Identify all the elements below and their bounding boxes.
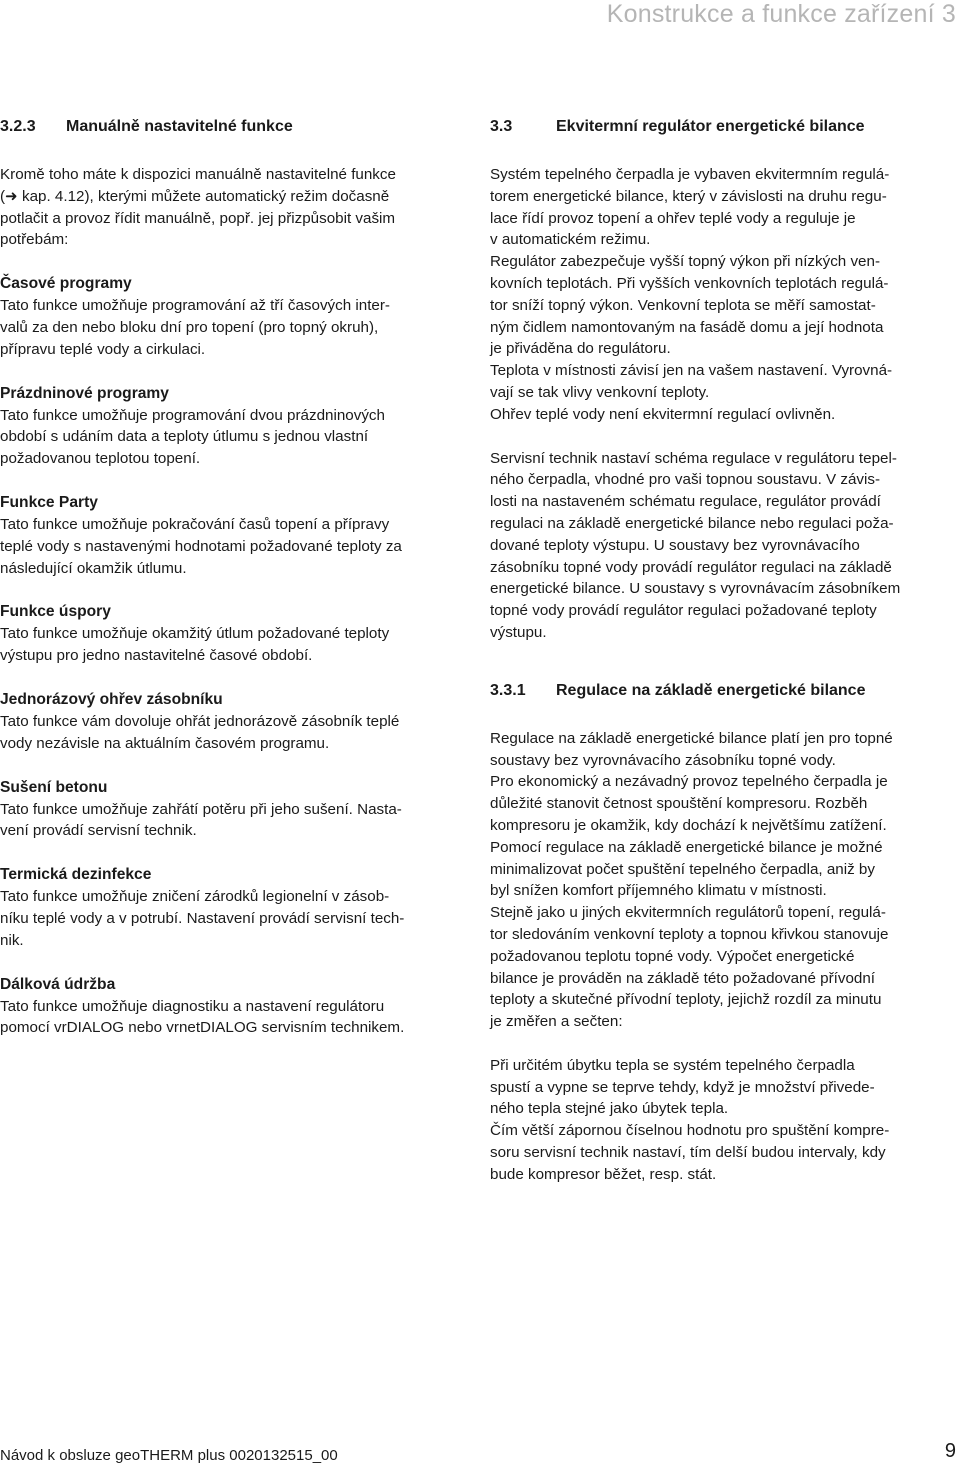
paragraph-compressor-start [490,1055,960,1186]
text-line: soustavy bez vyrovnávacího zásobníku topné vody. [490,751,836,769]
function-title: Dálková údržba [0,975,116,993]
text-line: Tato funkce umožňuje programování až tří časových inter- [0,297,390,315]
text-line: lace řídí provoz topení a ohřev teplé vody a reguluje je [490,209,856,227]
text-line: výstupu pro jedno nastavitelné časové období. [0,647,313,665]
text-line: byl snížen komfort příjemného klimatu v místnosti. [490,882,827,900]
function-block [0,974,468,1040]
text-line: regulaci na základě energetické bilance nebo regulaci poža- [490,514,894,532]
text-line: zásobníku topné vody provádí regulátor regulaci na základě [490,558,892,576]
text-line: (➜ kap. 4.12), kterými můžete automatický režim dočasně [0,187,390,205]
text-line: požadovanou teplotu topné vody. Výpočet energetické [490,947,855,965]
left-column [0,116,468,1061]
text-line: Pomocí regulace na základě energetické bilance je možné [490,838,883,856]
function-list [0,273,468,1039]
paragraph-energy-balance [490,728,960,1033]
text-line: potlačit a provoz řídit manuálně, popř. jej přizpůsobit vašim [0,209,396,227]
text-line: Stejně jako u jiných ekvitermních regulátorů topení, regulá- [490,904,886,922]
text-line: Tato funkce vám dovoluje ohřát jednorázově zásobník teplé [0,712,400,730]
function-description [0,514,468,579]
text-line: požadovanou teplotou topení. [0,450,201,468]
text-line: vení provádí servisní technik. [0,822,197,840]
text-line: soru servisní technik nastaví, tím delší budou intervaly, kdy [490,1144,886,1162]
text-line: tor sledováním venkovní teploty a topnou křivkou stanovuje [490,925,889,943]
subsection-number: 3.3.1 [490,681,526,699]
footer-document-label: Návod k obsluze geoTHERM plus 0020132515_00 [0,1447,338,1464]
function-title: Termická dezinfekce [0,866,152,884]
paragraph-service-setup [490,448,960,644]
text-line: Tato funkce umožňuje zničení zárodků legionelní v zásob- [0,888,390,906]
function-block [0,689,468,755]
text-line: Při určitém úbytku tepla se systém tepelného čerpadla [490,1056,855,1074]
text-line: tor sníží topný výkon. Venkovní teplota se měří samostat- [490,296,876,314]
running-header-title: Konstrukce a funkce zařízení 3 [606,0,956,28]
text-line: Tato funkce umožňuje programování dvou prázdninových [0,406,385,424]
text-line: energetické bilance. U soustavy s vyrovnávacím zásobníkem [490,580,901,598]
text-line: Systém tepelného čerpadla je vybaven ekvitermním regulá- [490,166,890,183]
function-title: Funkce úspory [0,603,111,621]
text-line: ným čidlem namontovaným na fasádě domu a její hodnota [490,318,884,336]
text-line: dované teploty výstupu. U soustavy bez vyrovnávacího [490,536,860,554]
section-number: 3.2.3 [0,118,36,135]
text-line: kovních teplotách. Při vyšších venkovních teplotách regulá- [490,274,889,292]
section-heading-3-2-3 [0,116,468,138]
section-heading-3-3 [490,116,960,138]
text-line: Servisní technik nastaví schéma regulace v regulátoru tepel- [490,449,897,467]
text-line: potřebám: [0,231,69,249]
function-title: Funkce Party [0,493,98,511]
page-number: 9 [944,1440,956,1462]
text-line: ného čerpadla, vhodné pro vaši topnou soustavu. V závis- [490,471,881,489]
text-line: Tato funkce umožňuje pokračování časů topení a přípravy [0,515,390,533]
function-block [0,864,468,951]
text-line: torem energetické bilance, který v závislosti na druhu regu- [490,187,887,205]
text-line: bilance je prováděn na základě této požadované přívodní [490,969,876,987]
function-description [0,623,468,667]
paragraph-regulator-intro [490,164,960,426]
section-number: 3.3 [490,118,513,135]
text-line: Teplota v místnosti závisí jen na vašem nastavení. Vyrovná- [490,362,893,380]
subsection-heading-3-3-1 [490,680,960,702]
intro-paragraph [0,164,468,251]
function-description [0,799,468,843]
text-line: Regulátor zabezpečuje vyšší topný výkon při nízkých ven- [490,253,881,271]
section-title: Manuálně nastavitelné funkce [66,118,293,135]
function-block [0,273,468,360]
text-line: je přiváděna do regulátoru. [490,340,671,358]
function-description [0,711,468,755]
text-line: Tato funkce umožňuje zahřátí potěru při jeho sušení. Nasta- [0,800,402,818]
function-title: Prázdninové programy [0,384,169,402]
text-line: ného tepla stejné jako úbytek tepla. [490,1100,729,1118]
text-line: níku teplé vody a v potrubí. Nastavení provádí servisní tech- [0,909,405,927]
text-line: spustí a vypne se teprve tehdy, když je množství přivede- [490,1078,875,1096]
text-line: je změřen a sečten: [490,1013,623,1031]
subsection-title: Regulace na základě energetické bilance [556,681,866,699]
text-line: Čím větší zápornou číselnou hodnotu pro spuštění kompre- [490,1122,890,1140]
text-line: vají se tak vlivy venkovní teploty. [490,383,710,401]
text-line: nik. [0,931,24,949]
text-line: minimalizovat počet spuštění tepelného čerpadla, aniž by [490,860,875,878]
text-line: teploty a skutečné přívodní teploty, jejichž rozdíl za minutu [490,991,882,1009]
function-block [0,492,468,579]
text-line: Ohřev teplé vody není ekvitermní regulací ovlivněn. [490,405,836,423]
text-line: losti na nastaveném schématu regulace, regulátor provádí [490,493,881,511]
function-block [0,383,468,470]
text-line: pomocí vrDIALOG nebo vrnetDIALOG servisním technikem. [0,1019,405,1037]
function-description [0,405,468,470]
text-line: následující okamžik útlumu. [0,559,187,577]
text-line: valů za den nebo bloku dní pro topení (pro topný okruh), [0,318,379,336]
text-line: kompresoru je okamžik, kdy dochází k největšímu zatížení. [490,816,887,834]
text-line: výstupu. [490,623,547,641]
function-title: Časové programy [0,275,132,293]
function-description [0,295,468,360]
text-line: v automatickém režimu. [490,231,651,249]
text-line: Tato funkce umožňuje diagnostiku a nastavení regulátoru [0,997,385,1015]
section-title: Ekvitermní regulátor energetické bilance [556,118,865,135]
text-line: bude kompresor běžet, resp. stát. [490,1165,717,1183]
text-line: Regulace na základě energetické bilance platí jen pro topné [490,729,893,747]
text-line: topné vody provádí regulátor regulaci požadované teploty [490,602,877,620]
function-block [0,601,468,667]
text-line: přípravu teplé vody a cirkulaci. [0,340,206,358]
text-line: Pro ekonomický a nezávadný provoz tepelného čerpadla je [490,773,888,791]
text-line: období s udáním data a teploty útlumu s jednou vlastní [0,428,369,446]
function-description [0,996,468,1040]
function-title: Jednorázový ohřev zásobníku [0,690,223,708]
function-block [0,777,468,843]
text-line: teplé vody s nastavenými hodnotami požadované teploty za [0,537,402,555]
text-line: Tato funkce umožňuje okamžitý útlum požadované teploty [0,625,390,643]
text-line: Kromě toho máte k dispozici manuálně nastavitelné funkce [0,166,396,183]
text-line: důležité stanovit četnost spouštění kompresoru. Rozběh [490,795,868,813]
function-description [0,886,468,951]
text-line: vody nezávisle na aktuálním časovém programu. [0,734,330,752]
right-column [490,116,960,1186]
function-title: Sušení betonu [0,778,108,796]
